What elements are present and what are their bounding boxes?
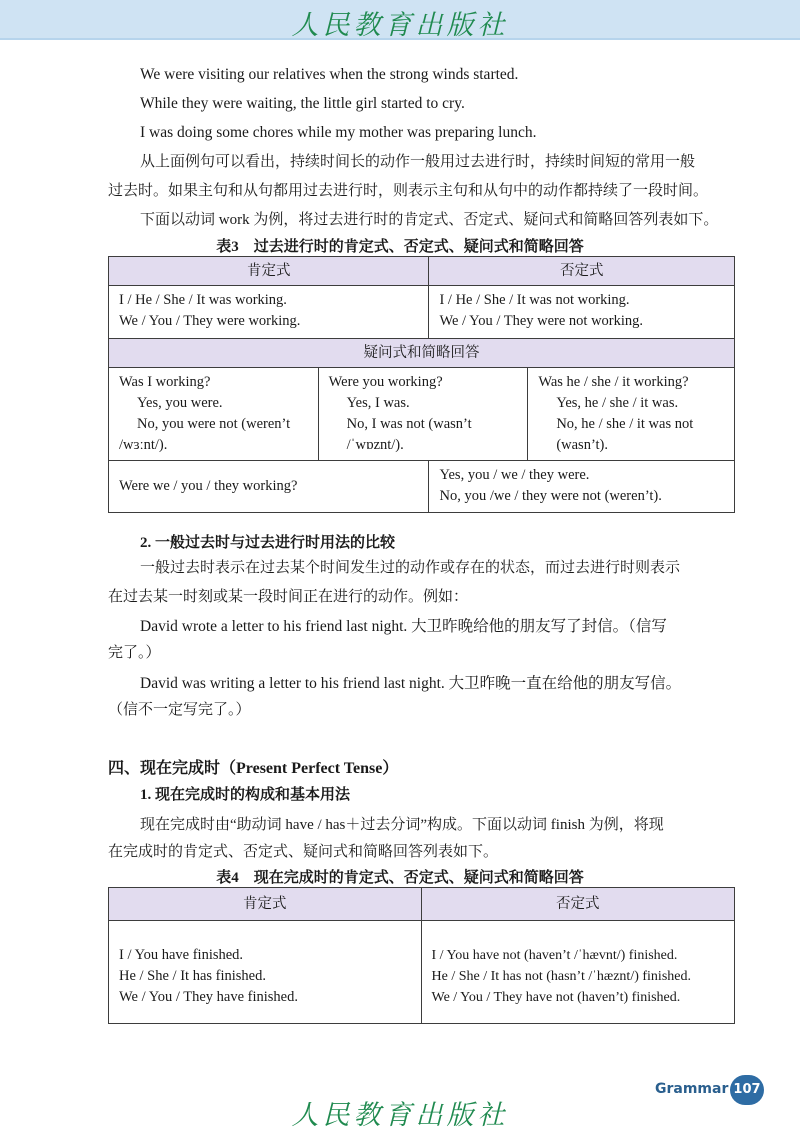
example-sentence: I was doing some chores while my mother was preparing lunch. <box>140 124 537 141</box>
table-cell-line: Was he / she / it working? <box>538 374 689 390</box>
table3-question-cell <box>109 368 319 461</box>
publisher-logo-top: 人民教育出版社 <box>291 10 509 41</box>
example-line: David wrote a letter to his friend last night. 大卫昨晚给他的朋友写了封信。（信写 <box>140 618 667 635</box>
paragraph-line: 下面以动词 work 为例，将过去进行时的肯定式、否定式、疑问式和简略回答列表如下。 <box>140 212 719 228</box>
table4-affirmative-cell <box>109 921 422 1024</box>
table-cell-line: Were we / you / they working? <box>119 478 298 494</box>
paragraph-line: 现在完成时由“助动词 have / has＋过去分词”构成。下面以动词 finish 为例，将现 <box>140 817 664 833</box>
table3-header-question: 疑问式和简略回答 <box>109 339 735 368</box>
table3-header-negative: 否定式 <box>429 257 735 286</box>
table4-negative-cell <box>421 921 735 1024</box>
table-cell-line: No, you /we / they were not (weren’t). <box>439 488 662 504</box>
table3-affirmative-cell <box>109 286 429 339</box>
table-cell-line: We / You / They have not (haven’t) finished. <box>431 989 681 1005</box>
paragraph-line: 一般过去时表示在过去某个时间发生过的动作或存在的状态，而过去进行时则表示 <box>140 560 681 576</box>
publisher-logo-bottom: 人民教育出版社 <box>291 1100 509 1131</box>
table-cell-line: /wɜːnt/). <box>119 437 168 453</box>
table-cell-line: I / He / She / It was not working. <box>439 292 630 308</box>
example-sentence: We were visiting our relatives when the strong winds started. <box>140 66 519 83</box>
table4-caption: 表4 现在完成时的肯定式、否定式、疑问式和简略回答 <box>216 870 584 886</box>
paragraph-line: 从上面例句可以看出，持续时间长的动作一般用过去进行时，持续时间短的常用一般 <box>140 154 696 170</box>
table-cell-line: I / You have finished. <box>119 946 244 963</box>
table-cell-line: I / He / She / It was working. <box>119 292 287 308</box>
table-cell-line: (wasn’t). <box>556 437 608 453</box>
table-cell-line: He / She / It has not (hasn’t /ˈhæznt/) finished. <box>431 968 691 984</box>
table-cell-line: We / You / They were working. <box>119 313 301 329</box>
table3-question-cell <box>318 368 528 461</box>
table-cell-line: We / You / They were not working. <box>439 313 644 329</box>
table3-question-cell <box>109 461 429 513</box>
table3-question-cell <box>528 368 735 461</box>
table-cell-line: Yes, I was. <box>346 395 410 411</box>
example-line: （信不一定写完了。） <box>108 702 251 718</box>
footer-section-label: Grammar <box>655 1081 729 1097</box>
table4-header-negative: 否定式 <box>421 888 735 921</box>
table-cell-line: Yes, you / we / they were. <box>439 467 590 483</box>
paragraph-line: 在过去某一时刻或某一段时间正在进行的动作。例如： <box>108 589 469 605</box>
table3-caption: 表3 过去进行时的肯定式、否定式、疑问式和简略回答 <box>216 239 584 255</box>
table-cell-line: No, he / she / it was not <box>556 416 694 432</box>
table-cell-line: We / You / They have finished. <box>119 988 298 1005</box>
table3-answer-cell <box>429 461 735 513</box>
table-cell-line: I / You have not (haven’t /ˈhævnt/) finished. <box>431 947 678 963</box>
table-cell-line: Was I working? <box>119 374 211 390</box>
table-cell-line: No, you were not (weren’t <box>137 416 291 432</box>
table-cell-line: /ˈwɒznt/). <box>346 437 404 453</box>
example-sentence: While they were waiting, the little girl started to cry. <box>140 95 465 112</box>
paragraph-line: 过去时。如果主句和从句都用过去进行时，则表示主句和从句中的动作都持续了一段时间。 <box>108 183 709 199</box>
paragraph-line: 在完成时的肯定式、否定式、疑问式和简略回答列表如下。 <box>108 844 499 860</box>
table-cell-line: Yes, you were. <box>137 395 223 411</box>
section2-heading: 2. 一般过去时与过去进行时用法的比较 <box>140 535 396 551</box>
table3-negative-cell <box>429 286 735 339</box>
table3 <box>108 256 735 513</box>
example-line: David was writing a letter to his friend last night. 大卫昨晚一直在给他的朋友写信。 <box>140 675 682 692</box>
table4 <box>108 887 735 1024</box>
section4-heading: 四、现在完成时（Present Perfect Tense） <box>108 760 399 777</box>
table3-header-affirmative: 肯定式 <box>109 257 429 286</box>
section4-subheading: 1. 现在完成时的构成和基本用法 <box>140 787 351 803</box>
table4-header-affirmative: 肯定式 <box>109 888 422 921</box>
page-number-badge: 107 <box>730 1075 764 1105</box>
table-cell-line: Were you working? <box>328 374 443 390</box>
table-cell-line: He / She / It has finished. <box>119 967 266 984</box>
example-line: 完了。） <box>108 645 161 661</box>
table-cell-line: Yes, he / she / it was. <box>556 395 679 411</box>
table-cell-line: No, I was not (wasn’t <box>346 416 472 432</box>
